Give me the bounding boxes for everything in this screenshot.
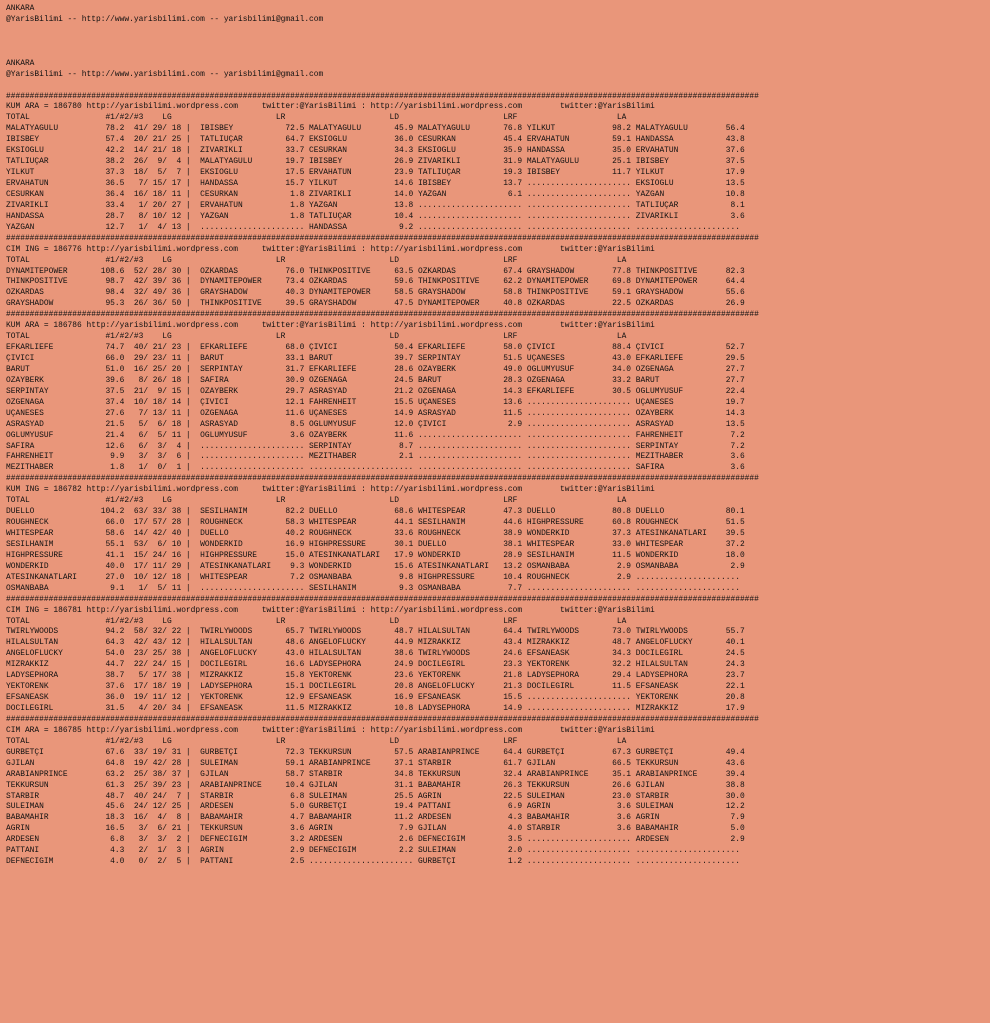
result-row: ATESINKANATLARI 27.0 10/ 12/ 18 | WHITESPEAR 7.2 OSMANBABA 9.8 HIGHPRESSURE 10.4 ROUGHNECK 2.9 ...................... [6,572,740,582]
result-row: ROUGHNECK 66.0 17/ 57/ 28 | ROUGHNECK 58.3 WHITESPEAR 44.1 SESILHANIM 44.6 HIGHPRESSURE 60.8 ROUGHNECK 51.5 [6,518,745,528]
result-row: TATLIÜÇAR 38.2 26/ 9/ 4 | MALATYAGÜLÜ 19.7 IBISBEY 26.9 ZIVARIKLI 31.9 MALATYAGÜLÜ 25.1 IBISBEY 37.5 [6,157,745,167]
result-row: GRAYSHADOW 95.3 26/ 36/ 50 | THINKPOSITIVE 39.5 GRAYSHADOW 47.5 DYNAMITEPOWER 40.8 ÖZKARDAS 22.5 ÖZKARDAS 26.9 [6,299,745,309]
result-row: PATTANI 4.3 2/ 1/ 3 | AGRIN 2.9 DEFNECIGIM 2.2 SULEIMAN 2.0 ...................... ...................... [6,846,740,856]
result-row: THINKPOSITIVE 98.7 42/ 39/ 36 | DYNAMITEPOWER 73.4 ÖZKARDAS 59.6 THINKPOSITIVE 62.2 DYNAMITEPOWER 69.8 DYNAMITEPOWER 64.4 [6,277,745,287]
header-contact: @YarisBilimi -- http://www.yarisbilimi.com -- yarisbilimi@gmail.com [6,14,324,24]
report-body [6,92,990,869]
result-row: YEKTORENK 37.6 17/ 18/ 19 | LADYSEPHORA 15.1 DOCILEGIRL 20.8 ANGELOFLUCKY 21.3 DOCILEGIRL 11.5 EFSANEASK 22.1 [6,682,745,692]
result-row: AGRIN 16.5 3/ 6/ 21 | TEKKURSUN 3.6 AGRIN 7.9 GJILAN 4.0 STARBIR 3.6 BABAMAHIR 5.0 [6,824,745,834]
result-row: DOCILEGIRL 31.5 4/ 20/ 34 | EFSANEASK 11.5 MIZRAKKIZ 10.8 LADYSEPHORA 14.9 ...................... MIZRAKKIZ 17.9 [6,704,745,713]
race-header: KUM ARA = 186780 http://yarisbilimi.wordpress.com twitter:@YarisBilimi : http://yarisbilimi.wordpress.com twitter:@YarisBilimi [6,102,655,112]
result-row: STARBIR 48.7 40/ 24/ 7 | STARBIR 6.8 SULEIMAN 25.5 AGRIN 22.5 SULEIMAN 23.0 STARBIR 30.0 [6,791,745,801]
result-row: HANDASSA 28.7 8/ 10/ 12 | YAZGAN 1.8 TATLIÜÇAR 10.4 ...................... ...................... ZIVARIKLI 3.6 [6,211,745,221]
result-row: SERPINTAY 37.5 21/ 9/ 15 | ÖZAYBERK 29.7 ASRASYAD 21.2 ÖZGENAGA 14.3 EFKARLIEFE 30.5 OGLUMYUSUF 22.4 [6,386,745,396]
separator-line: ############################################################################################################################################################### [6,714,759,724]
spacer [6,37,990,48]
result-row: ARABIANPRINCE 63.2 25/ 38/ 37 | GJILAN 58.7 STARBIR 34.8 TEKKURSUN 32.4 ARABIANPRINCE 35.1 ARABIANPRINCE 39.4 [6,769,745,779]
result-row: LADYSEPHORA 38.7 5/ 17/ 38 | MIZRAKKIZ 15.8 YEKTORENK 23.6 YEKTORENK 21.8 LADYSEPHORA 29.4 LADYSEPHORA 23.7 [6,671,745,681]
result-row: IBISBEY 57.4 20/ 21/ 25 | TATLIÜÇAR 64.7 EKSIOGLU 36.0 CESURKAN 45.4 ERVAHATUN 59.1 HANDASSA 43.8 [6,135,745,145]
result-row: SULEIMAN 45.6 24/ 12/ 25 | ARDESEN 5.0 GURBETÇI 19.4 PATTANI 6.9 AGRIN 3.6 SULEIMAN 12.2 [6,802,745,812]
column-header: TOTAL #1/#2/#3 LG LR LD LRF LA [6,332,627,342]
result-row: DYNAMITEPOWER 108.6 52/ 28/ 30 | ÖZKARDAS 76.0 THINKPOSITIVE 63.5 ÖZKARDAS 67.4 GRAYSHADOW 77.8 THINKPOSITIVE 82.3 [6,266,745,276]
result-row: WONDERKID 40.0 17/ 11/ 29 | ATESINKANATLARI 9.3 WONDERKID 15.6 ATESINKANATLARI 13.2 OSMANBABA 2.9 OSMANBABA 2.9 [6,561,745,571]
result-row: DEFNECIGIM 4.0 0/ 2/ 5 | PATTANI 2.5 ...................... GURBETÇI 1.2 ...................... ...................... [6,857,740,867]
result-row: ERVAHATUN 36.5 7/ 15/ 17 | HANDASSA 15.7 YILKUT 14.6 IBISBEY 13.7 ...................... EKSIOGLU 13.5 [6,179,745,188]
result-row: CESURKAN 36.4 16/ 18/ 11 | CESURKAN 1.8 ZIVARIKLI 14.0 YAZGAN 6.1 ...................... YAZGAN 10.8 [6,189,745,199]
race-header: CIM ARA = 186785 http://yarisbilimi.wordpress.com twitter:@YarisBilimi : http://yarisbilimi.wordpress.com twitter:@YarisBilimi [6,725,655,735]
header-city-repeat: ANKARA [6,58,35,68]
result-row: ASRASYAD 21.5 5/ 6/ 18 | ASRASYAD 8.5 OGLUMYUSUF 12.0 ÇIVICI 2.9 ...................... ASRASYAD 13.5 [6,419,745,429]
result-row: HILALSULTAN 64.3 42/ 43/ 12 | HILALSULTAN 48.6 ANGELOFLUCKY 44.9 MIZRAKKIZ 43.4 MIZRAKKIZ 48.7 ANGELOFLUCKY 40.1 [6,638,745,648]
spacer [6,81,990,92]
result-row: FAHRENHEIT 9.9 3/ 3/ 6 | ...................... MEZITHABER 2.1 ...................... ...................... MEZITHABER 3.6 [6,452,745,462]
result-row: BABAMAHIR 18.3 16/ 4/ 8 | BABAMAHIR 4.7 BABAMAHIR 11.2 ARDESEN 4.3 BABAMAHIR 3.6 AGRIN 7.9 [6,813,745,823]
race-header: CIM ING = 186776 http://yarisbilimi.wordpress.com twitter:@YarisBilimi : http://yarisbilimi.wordpress.com twitter:@YarisBilimi [6,244,655,254]
column-header: TOTAL #1/#2/#3 LG LR LD LRF LA [6,113,627,123]
separator-line: ############################################################################################################################################################### [6,594,759,604]
result-row: EFKARLIEFE 74.7 40/ 21/ 23 | EFKARLIEFE 68.0 ÇIVICI 50.4 EFKARLIEFE 58.0 ÇIVICI 88.4 ÇIVICI 52.7 [6,343,745,353]
spacer [6,48,990,59]
spacer [6,26,990,37]
result-row: MIZRAKKIZ 44.7 22/ 24/ 15 | DOCILEGIRL 16.6 LADYSEPHORA 24.9 DOCILEGIRL 23.3 YEKTORENK 32.2 HILALSULTAN 24.3 [6,660,745,670]
result-row: GJILAN 64.8 19/ 42/ 28 | SULEIMAN 59.1 ARABIANPRINCE 37.1 STARBIR 61.7 GJILAN 66.5 TEKKURSUN 43.6 [6,758,745,768]
race-header: CIM ING = 186781 http://yarisbilimi.wordpress.com twitter:@YarisBilimi : http://yarisbilimi.wordpress.com twitter:@YarisBilimi [6,605,655,615]
result-row: MALATYAGÜLÜ 78.2 41/ 29/ 18 | IBISBEY 72.5 MALATYAGÜLÜ 45.9 MALATYAGÜLÜ 76.8 YILKUT 98.2 MALATYAGÜLÜ 56.4 [6,124,745,134]
column-header: TOTAL #1/#2/#3 LG LR LD LRF LA [6,616,627,626]
result-row: GURBETÇI 67.6 33/ 19/ 31 | GURBETÇI 72.3 TEKKURSUN 57.5 ARABIANPRINCE 64.4 GURBETÇI 67.3 GURBETÇI 49.4 [6,747,745,757]
result-row: SAFIRA 12.6 6/ 3/ 4 | ...................... SERPINTAY 8.7 ...................... ...................... SERPINTAY 7.2 [6,441,745,451]
separator-line: ############################################################################################################################################################### [6,474,759,484]
result-row: OGLUMYUSUF 21.4 6/ 5/ 11 | OGLUMYUSUF 3.6 ÖZAYBERK 11.6 ...................... ...................... FAHRENHEIT 7.2 [6,430,745,440]
result-row: YILKUT 37.3 18/ 5/ 7 | EKSIOGLU 17.5 ERVAHATUN 23.9 TATLIÜÇAR 19.3 IBISBEY 11.7 YILKUT 17.9 [6,168,745,178]
header-city: ANKARA [6,4,35,13]
result-row: BARUT 51.0 16/ 25/ 20 | SERPINTAY 31.7 EFKARLIEFE 28.6 ÖZAYBERK 49.0 OGLUMYUSUF 34.0 ÖZGENAGA 27.7 [6,364,745,374]
result-row: SESILHANIM 55.1 53/ 6/ 10 | WONDERKID 16.9 HIGHPRESSURE 30.1 DUELLO 38.1 WHITESPEAR 33.0 WHITESPEAR 37.2 [6,539,745,549]
result-row: TEKKURSUN 61.3 25/ 39/ 23 | ARABIANPRINCE 10.4 GJILAN 31.1 BABAMAHIR 26.3 TEKKURSUN 26.6 GJILAN 38.8 [6,780,745,790]
result-row: ÖZKARDAS 98.4 32/ 49/ 36 | GRAYSHADOW 40.3 DYNAMITEPOWER 58.5 GRAYSHADOW 58.8 THINKPOSITIVE 59.1 GRAYSHADOW 55.6 [6,288,745,298]
result-row: ÖZAYBERK 39.6 8/ 26/ 18 | SAFIRA 30.9 ÖZGENAGA 24.5 BARUT 28.3 ÖZGENAGA 33.2 BARUT 27.7 [6,375,745,385]
separator-line: ############################################################################################################################################################### [6,310,759,320]
result-row: MEZITHABER 1.8 1/ 0/ 1 | ...................... ...................... ...................... ...................... SAFIRA 3.6 [6,463,745,473]
result-row: ANGELOFLUCKY 54.0 23/ 25/ 38 | ANGELOFLUCKY 43.0 HILALSULTAN 38.6 TWIRLYWOODS 24.6 EFSANEASK 34.3 DOCILEGIRL 24.5 [6,649,745,659]
header-contact-repeat: @YarisBilimi -- http://www.yarisbilimi.com -- yarisbilimi@gmail.com [6,69,324,79]
race-header: KUM ING = 186782 http://yarisbilimi.wordpress.com twitter:@YarisBilimi : http://yarisbilimi.wordpress.com twitter:@YarisBilimi [6,485,655,495]
result-row: WHITESPEAR 58.6 14/ 42/ 40 | DUELLO 40.2 ROUGHNECK 33.6 ROUGHNECK 38.9 WONDERKID 37.3 ATESINKANATLARI 39.5 [6,529,745,538]
result-row: DUELLO 104.2 63/ 33/ 38 | SESILHANIM 82.2 DUELLO 68.6 WHITESPEAR 47.3 DUELLO 80.8 DUELLO 80.1 [6,507,745,517]
result-row: ZIVARIKLI 33.4 1/ 20/ 27 | ERVAHATUN 1.8 YAZGAN 13.8 ...................... ...................... TATLIÜÇAR 8.1 [6,200,745,210]
result-row: ÖZGENAGA 37.4 10/ 18/ 14 | ÇIVICI 12.1 FAHRENHEIT 15.5 UÇANESES 13.6 ...................... UÇANESES 19.7 [6,397,745,407]
result-row: OSMANBABA 9.1 1/ 5/ 11 | ...................... SESILHANIM 9.3 OSMANBABA 7.7 ...................... ...................... [6,583,740,593]
result-row: HIGHPRESSURE 41.1 15/ 24/ 16 | HIGHPRESSURE 15.0 ATESINKANATLARI 17.9 WONDERKID 28.9 SESILHANIM 11.5 WONDERKID 18.0 [6,550,745,560]
result-row: YAZGAN 12.7 1/ 4/ 13 | ...................... HANDASSA 9.2 ...................... ...................... ...................... [6,222,740,232]
result-row: EKSIOGLU 42.2 14/ 21/ 18 | ZIVARIKLI 33.7 CESURKAN 34.3 EKSIOGLU 35.9 HANDASSA 35.0 ERVAHATUN 37.6 [6,146,745,156]
column-header: TOTAL #1/#2/#3 LG LR LD LRF LA [6,736,627,746]
race-header: KUM ARA = 186786 http://yarisbilimi.wordpress.com twitter:@YarisBilimi : http://yarisbilimi.wordpress.com twitter:@YarisBilimi [6,321,655,331]
result-row: ARDESEN 6.8 3/ 3/ 2 | DEFNECIGIM 3.2 ARDESEN 2.6 DEFNECIGIM 3.5 ...................... ARDESEN 2.9 [6,835,745,845]
result-row: UÇANESES 27.6 7/ 13/ 11 | ÖZGENAGA 11.6 UÇANESES 14.9 ASRASYAD 11.5 ...................... ÖZAYBERK 14.3 [6,408,745,418]
column-header: TOTAL #1/#2/#3 LG LR LD LRF LA [6,496,627,506]
separator-line: ############################################################################################################################################################### [6,233,759,243]
result-row: TWIRLYWOODS 94.2 58/ 32/ 22 | TWIRLYWOODS 65.7 TWIRLYWOODS 48.7 HILALSULTAN 64.4 TWIRLYWOODS 73.0 TWIRLYWOODS 55.7 [6,627,745,637]
result-row: ÇIVICI 66.0 29/ 23/ 11 | BARUT 33.1 BARUT 39.7 SERPINTAY 51.5 UÇANESES 43.0 EFKARLIEFE 29.5 [6,354,745,363]
column-header: TOTAL #1/#2/#3 LG LR LD LRF LA [6,255,627,265]
separator-line: ############################################################################################################################################################### [6,91,759,101]
result-row: EFSANEASK 36.0 19/ 11/ 12 | YEKTORENK 12.9 EFSANEASK 16.9 EFSANEASK 15.5 ...................... YEKTORENK 20.8 [6,693,745,703]
